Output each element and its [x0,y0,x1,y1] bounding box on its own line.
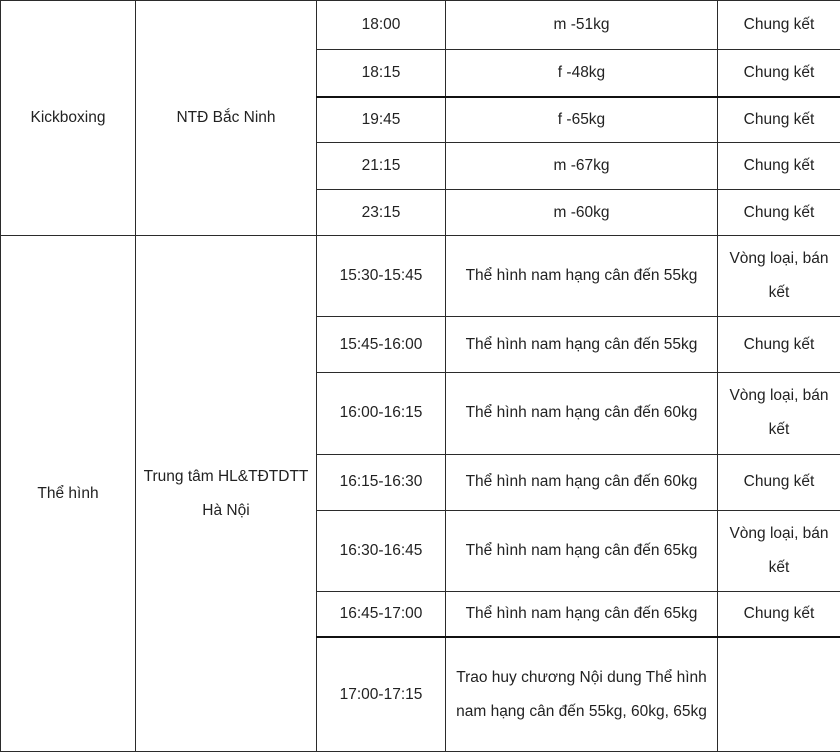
event-cell: m -60kg [446,190,718,236]
event-cell: Thể hình nam hạng cân đến 60kg [446,454,718,510]
event-cell: Thể hình nam hạng cân đến 55kg [446,236,718,317]
time-cell: 21:15 [317,143,446,190]
sport-cell: Kickboxing [1,1,136,236]
time-cell: 23:15 [317,190,446,236]
time-cell: 15:45-16:00 [317,317,446,373]
venue-cell: NTĐ Bắc Ninh [136,1,317,236]
sport-cell: Thể hình [1,236,136,752]
event-cell: Thể hình nam hạng cân đến 55kg [446,317,718,373]
round-cell: Chung kết [718,1,840,50]
table-row [1,236,840,317]
venue-cell: Trung tâm HL&TĐTDTT Hà Nội [136,236,317,752]
round-cell: Chung kết [718,143,840,190]
time-cell: 16:00-16:15 [317,373,446,454]
event-cell: f -48kg [446,50,718,97]
round-cell: Chung kết [718,317,840,373]
round-cell: Chung kết [718,190,840,236]
time-cell: 16:30-16:45 [317,510,446,591]
round-cell [718,637,840,751]
round-cell: Chung kết [718,97,840,143]
round-cell: Chung kết [718,591,840,637]
event-cell: m -51kg [446,1,718,50]
time-cell: 19:45 [317,97,446,143]
event-cell: Thể hình nam hạng cân đến 65kg [446,510,718,591]
time-cell: 16:45-17:00 [317,591,446,637]
event-cell: Thể hình nam hạng cân đến 60kg [446,373,718,454]
time-cell: 18:00 [317,1,446,50]
table-row [1,1,840,50]
event-cell: Trao huy chương Nội dung Thể hình nam hạng cân đến 55kg, 60kg, 65kg [446,637,718,751]
event-cell: f -65kg [446,97,718,143]
time-cell: 16:15-16:30 [317,454,446,510]
round-cell: Chung kết [718,50,840,97]
round-cell: Vòng loại, bán kết [718,510,840,591]
time-cell: 15:30-15:45 [317,236,446,317]
event-cell: m -67kg [446,143,718,190]
time-cell: 17:00-17:15 [317,637,446,751]
round-cell: Vòng loại, bán kết [718,373,840,454]
time-cell: 18:15 [317,50,446,97]
round-cell: Chung kết [718,454,840,510]
event-cell: Thể hình nam hạng cân đến 65kg [446,591,718,637]
round-cell: Vòng loại, bán kết [718,236,840,317]
